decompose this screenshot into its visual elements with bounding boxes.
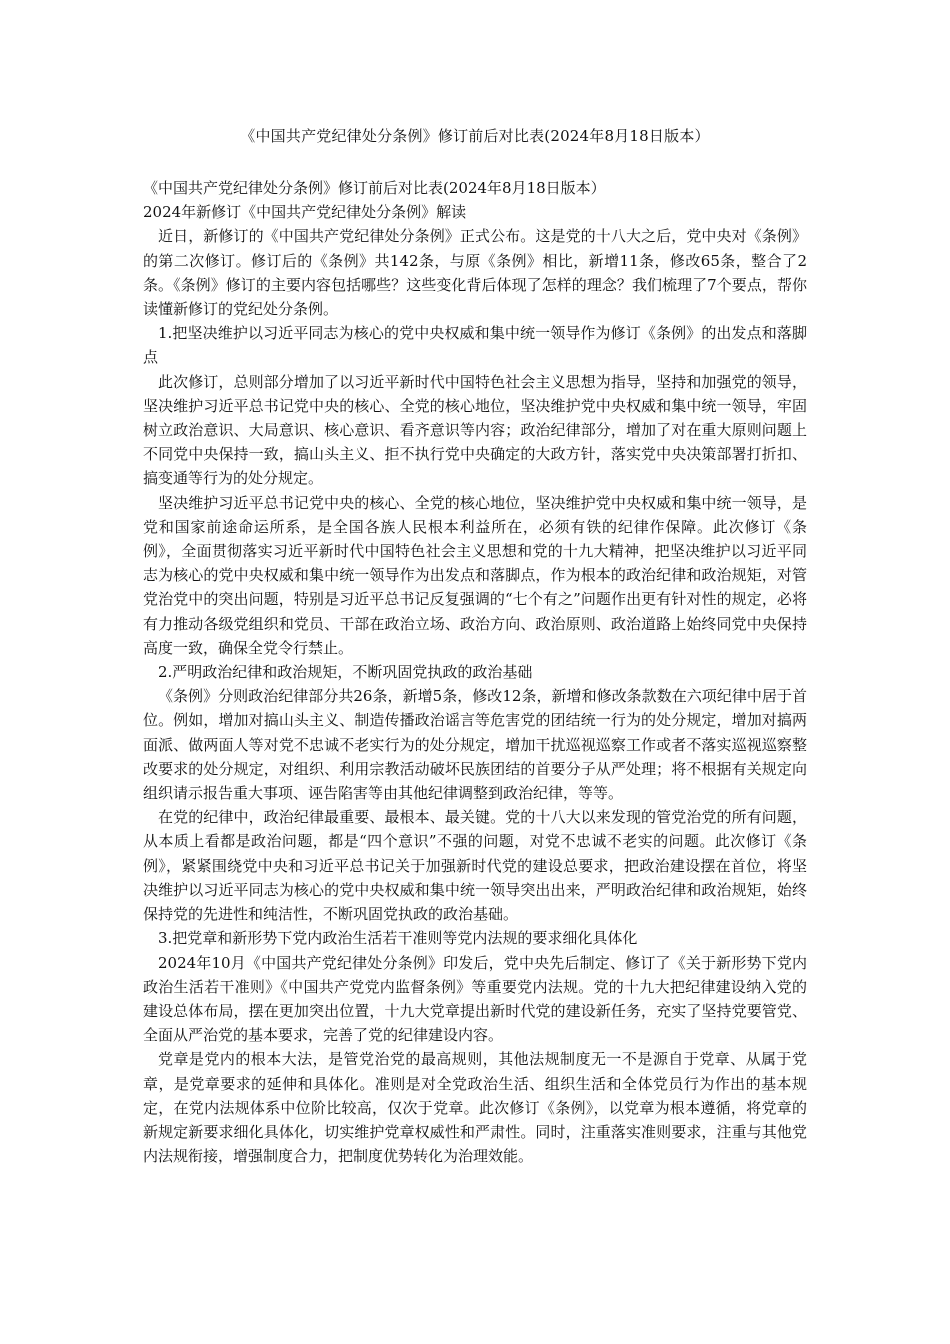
- document-subtitle: 《中国共产党纪律处分条例》修订前后对比表(2024年8月18日版本）: [143, 179, 606, 197]
- section-2-heading: 2.严明政治纪律和政治规矩，不断巩固党执政的政治基础: [158, 663, 533, 682]
- section-3-paragraph-2: 党章是党内的根本大法，是管党治党的最高规则，其他法规制度无一不是源自于党章、从属于党章，是党章要求的延伸和具体化。准则是对全党政治生活、组织生活和全体党员行为作出的基本规定，在党内法规体系中位阶比较高，仅次于党章。此次修订《条例》，以党章为根本遵循，将党章的新规定新要求细化具体化，切实维护党章权威性和严肃性。同时，注重落实准则要求，注重与其他党内法规衔接，增强制度合力，把制度优势转化为治理效能。: [143, 1050, 807, 1166]
- intro-heading: 2024年新修订《中国共产党纪律处分条例》解读: [143, 203, 467, 222]
- section-3-heading: 3.把党章和新形势下党内政治生活若干准则等党内法规的要求细化具体化: [158, 929, 638, 948]
- document-body: [143, 176, 807, 1168]
- intro-paragraph: 近日，新修订的《中国共产党纪律处分条例》正式公布。这是党的十八大之后，党中央对《条例》的第二次修订。修订后的《条例》共142条，与原《条例》相比，新增11条，修改65条，整合了2条。《条例》修订的主要内容包括哪些？这些变化背后体现了怎样的理念？我们梳理了7个要点，帮你读懂新修订的党纪处分条例。: [143, 227, 807, 319]
- section-1-heading: 1.把坚决维护以习近平同志为核心的党中央权威和集中统一领导作为修订《条例》的出发点和落脚点: [143, 324, 807, 367]
- section-1-paragraph-2: 坚决维护习近平总书记党中央的核心、全党的核心地位，坚决维护党中央权威和集中统一领导，是党和国家前途命运所系，是全国各族人民根本利益所在，必须有铁的纪律作保障。此次修订《条例》，全面贯彻落实习近平新时代中国特色社会主义思想和党的十九大精神，把坚决维护以习近平同志为核心的党中央权威和集中统一领导作为出发点和落脚点，作为根本的政治纪律和政治规矩，对管党治党中的突出问题，特别是习近平总书记反复强调的“七个有之”问题作出更有针对性的规定，必将有力推动各级党组织和党员、干部在政治立场、政治方向、政治原则、政治道路上始终同党中央保持高度一致，确保全党令行禁止。: [143, 493, 807, 657]
- section-2-paragraph-2: 在党的纪律中，政治纪律最重要、最根本、最关键。党的十八大以来发现的管党治党的所有问题，从本质上看都是政治问题，都是“四个意识”不强的问题，对党不忠诚不老实的问题。此次修订《条例》，紧紧围绕党中央和习近平总书记关于加强新时代党的建设总要求，把政治建设摆在首位，将坚决维护以习近平同志为核心的党中央权威和集中统一领导突出出来，严明政治纪律和政治规矩，始终保持党的先进性和纯洁性，不断巩固党执政的政治基础。: [143, 808, 807, 924]
- document-title: 《中国共产党纪律处分条例》修订前后对比表(2024年8月18日版本）: [240, 127, 710, 145]
- section-2-paragraph-1: 《条例》分则政治纪律部分共26条，新增5条，修改12条，新增和修改条款数在六项纪律中居于首位。例如，增加对搞山头主义、制造传播政治谣言等危害党的团结统一行为的处分规定，增加对搞两面派、做两面人等对党不忠诚不老实行为的处分规定，增加干扰巡视巡察工作或者不落实巡视巡察整改要求的处分规定，对组织、利用宗教活动破坏民族团结的首要分子从严处理；将不根据有关规定向组织请示报告重大事项、诬告陷害等由其他纪律调整到政治纪律，等等。: [143, 687, 807, 803]
- section-1-paragraph-1: 此次修订，总则部分增加了以习近平新时代中国特色社会主义思想为指导，坚持和加强党的领导，坚决维护习近平总书记党中央的核心、全党的核心地位，坚决维护党中央权威和集中统一领导，牢固树立政治意识、大局意识、核心意识、看齐意识等内容；政治纪律部分，增加了对在重大原则问题上不同党中央保持一致，搞山头主义、拒不执行党中央确定的大政方针，落实党中央决策部署打折扣、搞变通等行为的处分规定。: [143, 372, 807, 488]
- section-3-paragraph-1: 2024年10月《中国共产党纪律处分条例》印发后，党中央先后制定、修订了《关于新形势下党内政治生活若干准则》《中国共产党党内监督条例》等重要党内法规。党的十九大把纪律建设纳入党的建设总体布局，摆在更加突出位置，十九大党章提出新时代党的建设新任务，充实了坚持党要管党、全面从严治党的基本要求，完善了党的纪律建设内容。: [143, 953, 807, 1045]
